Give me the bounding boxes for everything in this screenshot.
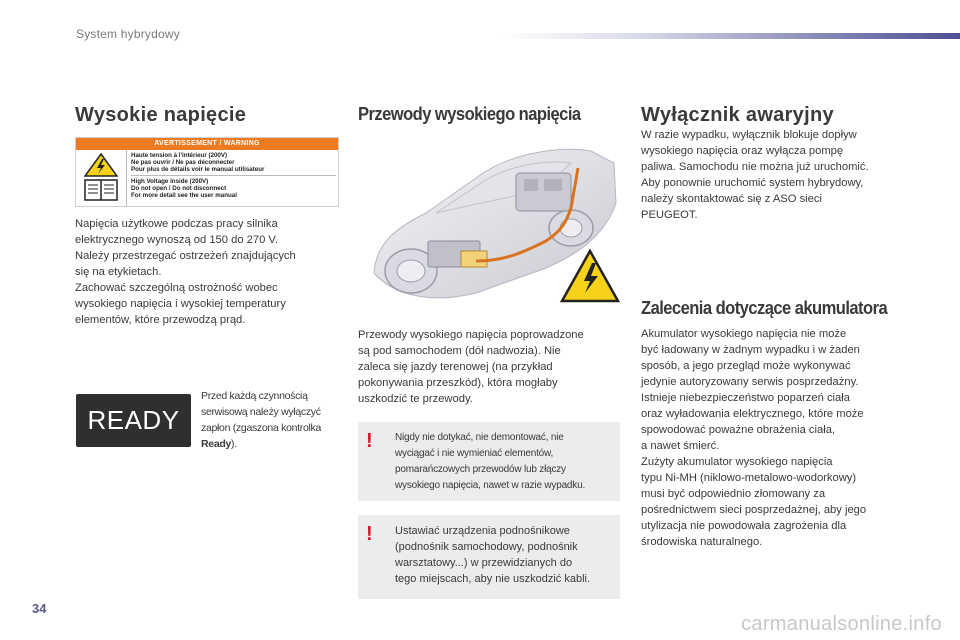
heading-high-voltage: Wysokie napięcie	[75, 104, 247, 126]
warning-note-text	[395, 523, 614, 587]
text-line: warsztatowy...) w przewidzianych do	[395, 557, 573, 569]
text-line: Nigdy nie dotykać, nie demontować, nie	[395, 432, 564, 443]
text-line: pomarańczowych przewodów lub złączy	[395, 464, 566, 475]
text-line: spowodować poważne obrażenia ciała,	[641, 424, 836, 436]
warning-label	[75, 137, 339, 207]
emergency-switch-text	[641, 127, 916, 223]
warning-label-band: AVERTISSEMENT / WARNING	[76, 138, 338, 150]
text-line: zapłon (zgaszona kontrolka	[201, 422, 322, 434]
ready-note	[201, 388, 341, 452]
text-line: sposób, a jego przegląd może wykonywać	[641, 360, 851, 372]
text-line: PEUGEOT.	[641, 209, 698, 221]
ready-indicator: READY	[76, 394, 191, 447]
text-line: elementów, które przewodzą prąd.	[75, 314, 246, 326]
text-line: uszkodzić te przewody.	[358, 393, 473, 405]
text-line: Należy przestrzegać ostrzeżeń znajdujących	[75, 250, 296, 262]
high-voltage-triangle-icon	[562, 251, 618, 301]
hv-cables-text	[358, 327, 628, 407]
heading-battery-advice: Zalecenia dotyczące akumulatora	[641, 298, 888, 318]
text-line: utylizacja nie powodowała zagrożenia dla	[641, 520, 847, 532]
high-voltage-triangle-icon	[84, 153, 118, 182]
warning-label-text	[131, 152, 336, 199]
car-illustration	[366, 133, 620, 308]
header-gradient-bar	[500, 33, 960, 39]
text-line: typu Ni-MH (niklowo-metalowo-wodorkowy)	[641, 472, 857, 484]
label-line: Do not open / Do not disconnect	[131, 185, 227, 192]
text-line: Przewody wysokiego napięcia poprowadzone	[358, 329, 584, 341]
text-line: się na etykietach.	[75, 266, 162, 278]
label-line: Ne pas ouvrir / Ne pas déconnecter	[131, 159, 235, 166]
manual-book-icon	[84, 179, 118, 206]
text-line: Istnieje niebezpieczeństwo poparzeń ciała	[641, 392, 850, 404]
text-line: należy skontaktować się z ASO sieci	[641, 193, 822, 205]
text-line: Napięcia użytkowe podczas pracy silnika	[75, 218, 278, 230]
text-line: (podnośnik samochodowy, podnośnik	[395, 541, 578, 553]
warning-note-jack	[358, 515, 620, 599]
text-line: Aby ponownie uruchomić system hybrydowy,	[641, 177, 864, 189]
label-line: Pour plus de détails voir le manual utilisateur	[131, 166, 265, 173]
text-line: ).	[231, 438, 237, 450]
text-line: jedynie autoryzowany serwis posprzedażny.	[641, 376, 859, 388]
page-number: 34	[32, 601, 47, 616]
section-title: System hybrydowy	[76, 27, 180, 41]
text-line: Przed każdą czynnością	[201, 390, 308, 402]
text-line: Akumulator wysokiego napięcia nie może	[641, 328, 847, 340]
battery-advice-text	[641, 326, 916, 550]
text-line: Zużyty akumulator wysokiego napięcia	[641, 456, 833, 468]
text-line: pokonywania przeszkód), która mogłaby	[358, 377, 558, 389]
warning-note-text	[395, 430, 614, 494]
text-line: Zachować szczególną ostrożność wobec	[75, 282, 278, 294]
label-line: High Voltage inside (200V)	[131, 178, 209, 185]
text-line: zaleca się jazdy terenowej (na przykład	[358, 361, 553, 373]
text-line: są pod samochodem (dół nadwozia). Nie	[358, 345, 561, 357]
text-line: elektrycznego wynoszą od 150 do 270 V.	[75, 234, 278, 246]
text-line: wysokiego napięcia, nawet w razie wypadku.	[395, 480, 586, 491]
label-separator	[131, 175, 336, 176]
text-line: wysokiego napięcia i wysokiej temperatury	[75, 298, 286, 310]
text-line: środowiska naturalnego.	[641, 536, 763, 548]
ready-bold: Ready	[201, 438, 232, 450]
text-line: wyciągać i nie wymieniać elementów,	[395, 448, 554, 459]
text-line: musi być odpowiednio złomowany za	[641, 488, 826, 500]
text-line: W razie wypadku, wyłącznik blokuje dopływ	[641, 129, 857, 141]
warning-exclamation-icon: !	[366, 430, 373, 452]
text-line: oraz wyładowania elektrycznego, które może	[641, 408, 864, 420]
text-line: a nawet śmierć.	[641, 440, 720, 452]
text-line: tego miejscach, aby nie uszkodzić kabli.	[395, 573, 591, 585]
label-line: Haute tension à l'intérieur (200V)	[131, 152, 228, 159]
text-line: wysokiego napięcia oraz wyłącza pompę	[641, 145, 844, 157]
heading-hv-cables: Przewody wysokiego napięcia	[358, 104, 581, 124]
warning-label-divider	[126, 150, 127, 206]
text-line: być ładowany w żadnym wypadku i w żaden	[641, 344, 860, 356]
text-line: paliwa. Samochodu nie można już uruchomić.	[641, 161, 869, 173]
high-voltage-text	[75, 216, 345, 328]
heading-emergency-switch: Wyłącznik awaryjny	[641, 104, 834, 126]
text-line: pośrednictwem sieci posprzedażnej, aby jego	[641, 504, 867, 516]
warning-note-touch	[358, 422, 620, 501]
watermark[interactable]: carmanualsonline.info	[741, 613, 942, 635]
text-line: serwisową należy wyłączyć	[201, 406, 321, 418]
label-line: For more detail see the user manual	[131, 192, 237, 199]
warning-exclamation-icon: !	[366, 523, 373, 545]
text-line: Ustawiać urządzenia podnośnikowe	[395, 525, 570, 537]
